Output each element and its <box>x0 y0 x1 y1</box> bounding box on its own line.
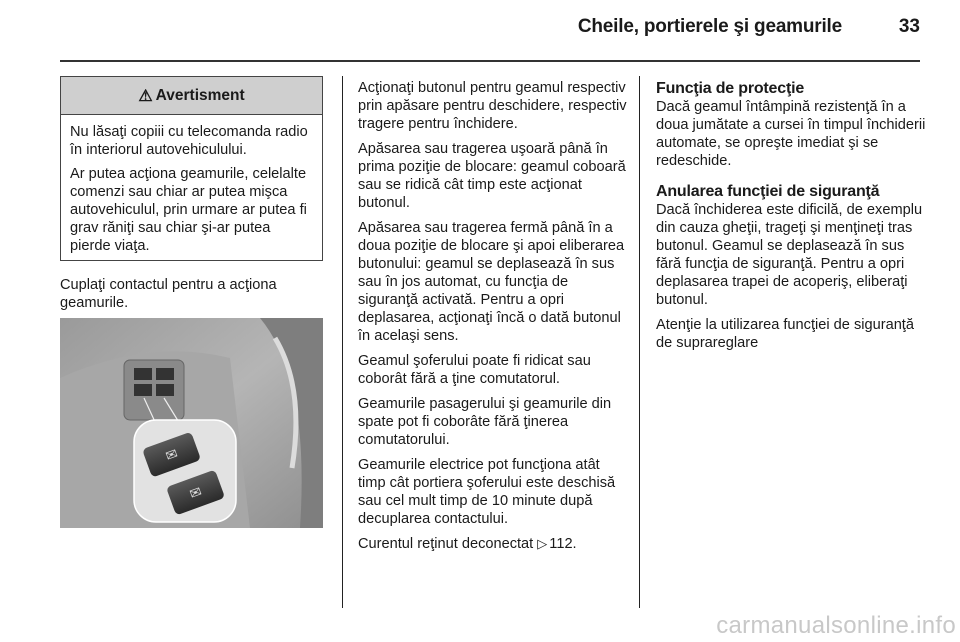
page-reference-link[interactable]: 112. <box>549 536 577 552</box>
paragraph: Dacă închiderea este dificilă, de exemplu din cauza gheţii, trageţi şi menţineţi tras butonul. Geamul se deplasează în sus fără funcţia de siguranţă. Pentru a opri deplasarea trapei de acoperiş, eliberaţi butonul. <box>656 202 923 308</box>
page-number: 33 <box>898 16 920 37</box>
switch-panel <box>124 360 184 420</box>
paragraph: Geamul şoferului poate fi ridicat sau coborât fără a ţine comutatorul. <box>358 353 591 387</box>
switch-small <box>156 368 174 380</box>
section-heading-protection: Funcţia de protecţie <box>656 80 805 97</box>
paragraph: Dacă geamul întâmpină rezistenţă în a doua jumătate a cursei în timpul închiderii automate, se opreşte imediat şi se redeschide. <box>656 99 926 169</box>
paragraph: Geamurile pasagerului şi geamurile din spate pot fi coborâte fără ţinerea comutatorului. <box>358 396 612 448</box>
header-rule <box>60 60 920 62</box>
column-divider-right <box>639 76 640 608</box>
svg-text:✉: ✉ <box>163 446 181 466</box>
section-heading-override: Anularea funcţiei de siguranţă <box>656 183 880 200</box>
warning-box <box>60 76 323 261</box>
page-reference-icon: ▷ <box>537 536 548 551</box>
switch-small <box>134 384 152 396</box>
warning-paragraph: Ar putea acţiona geamurile, celelalte comenzi sau chiar ar putea mişca autovehiculul, prin urmare ar putea fi grav răniţi sau chiar şi-ar putea pierde viaţa. <box>70 166 307 254</box>
paragraph: Acţionaţi butonul pentru geamul respectiv prin apăsare pentru deschidere, respectiv tragere pentru închidere. <box>358 80 627 132</box>
retained-power-text: Curentul reţinut deconectat <box>358 536 534 552</box>
ignition-instruction: Cuplaţi contactul pentru a acţiona geamurile. <box>60 277 277 311</box>
paragraph: Apăsarea sau tragerea uşoară până în prima poziţie de blocare: geamul coboară sau se ridică cât timp este acţionat butonul. <box>358 141 626 211</box>
switch-small <box>134 368 152 380</box>
warning-paragraph: Nu lăsaţi copiii cu telecomanda radio în interiorul autovehiculului. <box>70 124 308 158</box>
column-divider-left <box>342 76 343 608</box>
paragraph: Atenţie la utilizarea funcţiei de siguranţă de suprareglare <box>656 317 914 351</box>
svg-text:✉: ✉ <box>187 483 205 503</box>
warning-title: Avertisment <box>155 86 245 104</box>
paragraph: Geamurile electrice pot funcţiona atât timp cât portiera şoferului este deschisă sau cel mult timp de 10 minute după decuplarea contactului. <box>358 457 616 527</box>
paragraph-retained-power <box>358 535 630 553</box>
warning-triangle-icon: ⚠ <box>138 87 153 105</box>
switch-small <box>156 384 174 396</box>
warning-header <box>61 77 322 115</box>
page-header-title: Cheile, portierele şi geamurile <box>577 16 842 37</box>
window-switch-photo <box>60 318 323 528</box>
warning-body <box>61 115 322 255</box>
watermark: carmanualsonline.info <box>716 612 956 639</box>
column-2-text <box>358 79 630 560</box>
column-3-text <box>656 80 926 359</box>
column-1-text <box>60 276 330 319</box>
paragraph: Apăsarea sau tragerea fermă până în a doua poziţie de blocare şi apoi eliberarea butonului: geamul se deplasează în sus sau în jos automat, cu funcţia de siguranţă activată. Pentru a opri deplasarea, acţionaţi încă o dată butonul în acelaşi sens. <box>358 220 625 344</box>
